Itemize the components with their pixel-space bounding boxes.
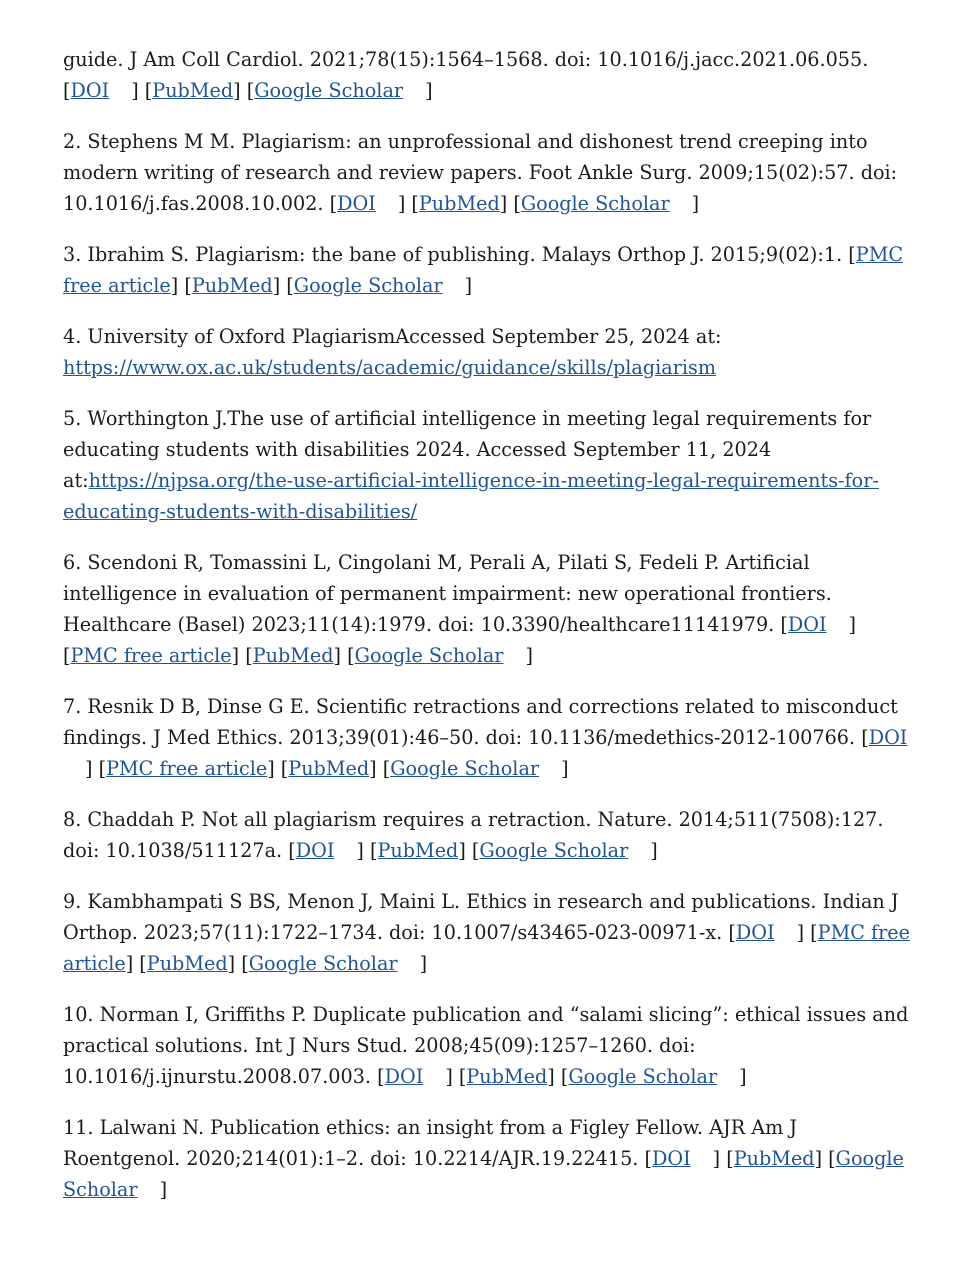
reference-item: 10. Norman I, Griffiths P. Duplicate publication and “salami slicing”: ethical issues and practical solutions. Int J Nurs Stud. 2008;45(09):1257–1260. doi: 10.1016/j.ijnurstu.2008.07.003. [DOI ] [PubMed] [Google Scholar ] — [63, 1003, 909, 1088]
google-scholar-link[interactable]: Google Scholar — [248, 952, 398, 975]
reference-item: 6. Scendoni R, Tomassini L, Cingolani M, Perali A, Pilati S, Fedeli P. Artificial intelligence in evaluation of permanent impairment: new operational frontiers. Healthcare (Basel) 2023;11(14):1979. doi: 10.3390/healthcare11141979. [DOI ] [PMC free article] [PubMed] [Google Scholar ] — [63, 551, 857, 667]
doi-link[interactable]: DOI — [295, 839, 335, 862]
doi-link[interactable]: DOI — [337, 192, 376, 215]
pubmed-link[interactable]: PubMed — [377, 839, 459, 862]
reference-item: guide. J Am Coll Cardiol. 2021;78(15):1564–1568. doi: 10.1016/j.jacc.2021.06.055. [DOI ] [PubMed] [Google Scholar ] — [63, 48, 869, 102]
pubmed-link[interactable]: PubMed — [466, 1065, 548, 1088]
reference-text: 2. Stephens M M. Plagiarism: an unprofessional and dishonest trend creeping into modern writing of research and review papers. Foot Ankle Surg. 2009;15(02):57. doi: 10.1016/j.fas.2008.10.002. [ — [63, 130, 898, 215]
reference-item: 8. Chaddah P. Not all plagiarism requires a retraction. Nature. 2014;511(7508):127. doi: 10.1038/511127a. [DOI ] [PubMed] [Google Scholar ] — [63, 808, 884, 862]
pubmed-link[interactable]: PubMed — [191, 274, 273, 297]
reference-item: 3. Ibrahim S. Plagiarism: the bane of publishing. Malays Orthop J. 2015;9(02):1. [PMC free article] [PubMed] [Google Scholar ] — [63, 243, 904, 297]
google-scholar-link[interactable]: Google Scholar — [254, 79, 404, 102]
reference-text: 4. University of Oxford PlagiarismAccessed September 25, 2024 at: — [63, 325, 722, 348]
reference-text: 9. Kambhampati S BS, Menon J, Maini L. Ethics in research and publications. Indian J Orthop. 2023;57(11):1722–1734. doi: 10.1007/s43465-023-00971-x. [ — [63, 890, 899, 944]
google-scholar-link[interactable]: Google Scholar — [293, 274, 443, 297]
doi-link[interactable]: DOI — [384, 1065, 424, 1088]
doi-link[interactable]: DOI — [868, 726, 908, 749]
reference-item — [63, 403, 915, 527]
doi-link[interactable]: DOI — [735, 921, 775, 944]
pubmed-link[interactable]: PubMed — [418, 192, 500, 215]
google-scholar-link[interactable]: Google Scholar — [479, 839, 629, 862]
doi-link[interactable]: DOI — [70, 79, 110, 102]
reference-item: 7. Resnik D B, Dinse G E. Scientific retractions and corrections related to misconduct findings. J Med Ethics. 2013;39(01):46–50. doi: 10.1136/medethics-2012-100766. [DOI] [PMC free article] [PubMed] [Google Scholar ] — [63, 695, 908, 780]
pmc-free-article-link[interactable]: PMC free article — [70, 644, 232, 667]
pmc-free-article-link[interactable]: PMC free article — [63, 243, 904, 297]
reference-text: 3. Ibrahim S. Plagiarism: the bane of publishing. Malays Orthop J. 2015;9(02):1. [ — [63, 243, 856, 266]
reference-text: guide. J Am Coll Cardiol. 2021;78(15):1564–1568. doi: 10.1016/j.jacc.2021.06.055. [ — [63, 48, 869, 102]
google-scholar-link[interactable]: Google Scholar — [390, 757, 540, 780]
pubmed-link[interactable]: PubMed — [733, 1147, 815, 1170]
reference-item: 2. Stephens M M. Plagiarism: an unprofessional and dishonest trend creeping into modern writing of research and review papers. Foot Ankle Surg. 2009;15(02):57. doi: 10.1016/j.fas.2008.10.002. [DOI ] [PubMed] [Google Scholar ] — [63, 130, 898, 215]
reference-text: 11. Lalwani N. Publication ethics: an insight from a Figley Fellow. AJR Am J Roentgenol. 2020;214(01):1–2. doi: 10.2214/AJR.19.22415. [ — [63, 1116, 798, 1170]
google-scholar-link[interactable]: Google Scholar — [63, 1147, 904, 1201]
pubmed-link[interactable]: PubMed — [152, 79, 234, 102]
reference-item: 9. Kambhampati S BS, Menon J, Maini L. Ethics in research and publications. Indian J Orthop. 2023;57(11):1722–1734. doi: 10.1007/s43465-023-00971-x. [DOI ] [PMC free article] [PubMed] [Google Scholar ] — [63, 890, 910, 975]
reference-text: 7. Resnik D B, Dinse G E. Scientific retractions and corrections related to misconduct findings. J Med Ethics. 2013;39(01):46–50. doi: 10.1136/medethics-2012-100766. [ — [63, 695, 898, 749]
reference-item: 11. Lalwani N. Publication ethics: an insight from a Figley Fellow. AJR Am J Roentgenol. 2020;214(01):1–2. doi: 10.2214/AJR.19.22415. [DOI ] [PubMed] [Google Scholar ] — [63, 1116, 904, 1201]
pubmed-link[interactable]: PubMed — [288, 757, 370, 780]
pubmed-link[interactable]: PubMed — [146, 952, 228, 975]
google-scholar-link[interactable]: Google Scholar — [354, 644, 504, 667]
reference-text: 8. Chaddah P. Not all plagiarism requires a retraction. Nature. 2014;511(7508):127. doi: 10.1038/511127a. [ — [63, 808, 884, 862]
reference-item — [63, 321, 915, 383]
reference-text: 10. Norman I, Griffiths P. Duplicate publication and “salami slicing”: ethical issues and practical solutions. Int J Nurs Stud. 2008;45(09):1257–1260. doi: 10.1016/j.ijnurstu.2008.07.003. [ — [63, 1003, 909, 1088]
reference-text: 6. Scendoni R, Tomassini L, Cingolani M, Perali A, Pilati S, Fedeli P. Artificial intelligence in evaluation of permanent impairment: new operational frontiers. Healthcare (Basel) 2023;11(14):1979. doi: 10.3390/healthcare11141979. [ — [63, 551, 832, 636]
reference-text: 5. Worthington J.The use of artificial intelligence in meeting legal requirements for educating students with disabilities 2024. Accessed September 11, 2024 at: — [63, 407, 872, 492]
doi-link[interactable]: DOI — [787, 613, 827, 636]
url-link[interactable]: https://www.ox.ac.uk/students/academic/guidance/skills/plagiarism — [63, 356, 717, 379]
pmc-free-article-link[interactable]: PMC free article — [106, 757, 268, 780]
google-scholar-link[interactable]: Google Scholar — [520, 192, 670, 215]
pubmed-link[interactable]: PubMed — [252, 644, 334, 667]
url-link[interactable]: https://njpsa.org/the-use-artificial-intelligence-in-meeting-legal-requirements-for-educating-students-with-disabilities/ — [63, 469, 879, 523]
google-scholar-link[interactable]: Google Scholar — [568, 1065, 718, 1088]
pmc-free-article-link[interactable]: PMC free article — [63, 921, 910, 975]
reference-list — [63, 44, 915, 1225]
doi-link[interactable]: DOI — [651, 1147, 691, 1170]
